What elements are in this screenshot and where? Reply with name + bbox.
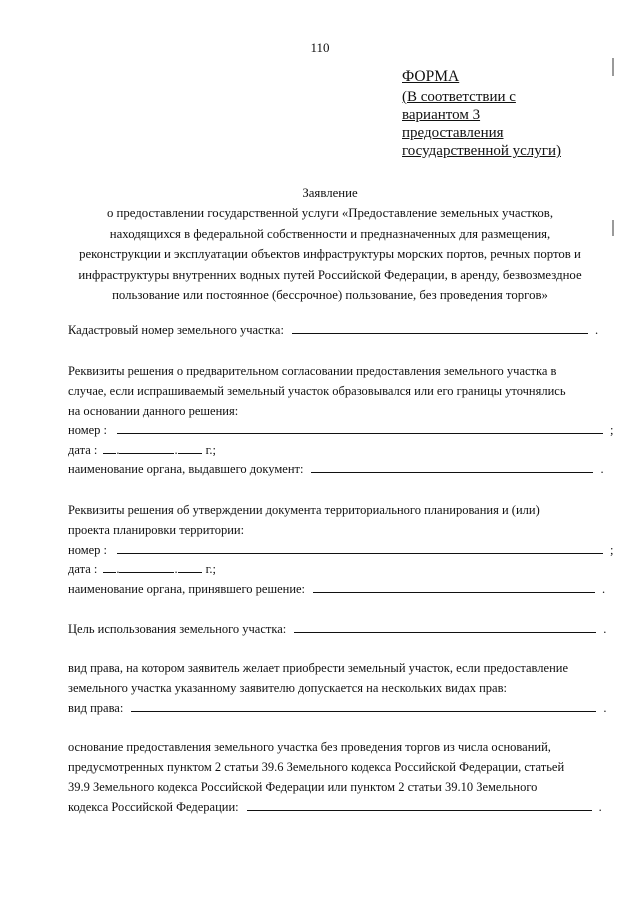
basis-row: [68, 797, 602, 817]
planning-intro: [68, 500, 540, 540]
prelim-org-field[interactable]: [311, 471, 593, 473]
basis-intro: [68, 737, 564, 797]
basis-intro-line: 39.9 Земельного кодекса Российской Федерации или пунктом 2 статьи 39.10 Земельного: [68, 780, 538, 794]
prelim-intro-line: случае, если испрашиваемый земельный участок образовывался или его границы уточнялись: [68, 384, 566, 398]
planning-date-day[interactable]: [103, 571, 116, 573]
prelim-org-row: [68, 459, 604, 479]
scan-edge-mark: [612, 220, 614, 236]
planning-date-label: дата :: [68, 562, 98, 576]
planning-org-label: наименование органа, принявшего решение:: [68, 582, 306, 596]
cadastral-field[interactable]: [292, 332, 588, 334]
prelim-intro-line: на основании данного решения:: [68, 404, 239, 418]
cadastral-row: [68, 320, 598, 340]
planning-number-field[interactable]: [117, 552, 603, 554]
planning-number-row: [68, 540, 614, 560]
prelim-date-year[interactable]: [178, 452, 202, 454]
basis-label: кодекса Российской Федерации:: [68, 800, 239, 814]
form-stamp-line: государственной услуги): [402, 143, 561, 159]
scan-edge-mark: [612, 58, 614, 76]
prelim-date-suffix: г.;: [205, 443, 216, 457]
right-type-row: [68, 698, 606, 718]
purpose-field[interactable]: [294, 631, 596, 633]
form-stamp-line: вариантом 3: [402, 107, 481, 123]
prelim-date-sep: .: [174, 443, 178, 457]
purpose-row: [68, 619, 606, 639]
prelim-number-field[interactable]: [117, 432, 603, 434]
heading-line: реконструкции и эксплуатации объектов инфраструктуры морских портов, речных портов и: [79, 247, 581, 262]
page-number: 110: [310, 40, 330, 55]
planning-org-row: [68, 579, 605, 599]
prelim-number-row: [68, 420, 614, 440]
basis-end: .: [598, 800, 602, 814]
purpose-end: .: [603, 622, 607, 636]
form-stamp: [402, 68, 561, 160]
prelim-date-row: [68, 440, 216, 460]
basis-intro-line: основание предоставления земельного участка без проведения торгов из числа оснований,: [68, 740, 551, 754]
planning-date-sep: .: [174, 562, 178, 576]
prelim-org-end: .: [600, 462, 604, 476]
prelim-org-label: наименование органа, выдавшего документ:: [68, 462, 304, 476]
prelim-date-month[interactable]: [119, 452, 174, 454]
planning-org-field[interactable]: [313, 591, 595, 593]
planning-date-year[interactable]: [178, 571, 202, 573]
cadastral-label: Кадастровый номер земельного участка:: [68, 323, 284, 337]
form-stamp-title: ФОРМА: [402, 68, 460, 85]
planning-number-end: ;: [610, 543, 614, 557]
heading-line: пользование или постоянное (бессрочное) пользование, без проведения торгов»: [112, 288, 548, 303]
planning-intro-line: Реквизиты решения об утверждении документа территориального планирования и (или): [68, 503, 540, 517]
prelim-number-end: ;: [610, 423, 614, 437]
purpose-label: Цель использования земельного участка:: [68, 622, 287, 636]
heading-line: инфраструктуры внутренних водных путей Российской Федерации, в аренду, безвозмездное: [78, 267, 582, 282]
right-type-label: вид права:: [68, 701, 124, 715]
heading-line: о предоставлении государственной услуги «Предоставление земельных участков,: [106, 206, 554, 221]
right-type-intro-line: земельного участка указанному заявителю допускается на нескольких видах прав:: [68, 681, 507, 695]
planning-intro-line: проекта планировки территории:: [68, 523, 245, 537]
planning-number-label: номер :: [68, 543, 108, 557]
prelim-number-label: номер :: [68, 423, 108, 437]
cadastral-end: .: [594, 323, 599, 337]
prelim-intro-line: Реквизиты решения о предварительном согласовании предоставления земельного участка в: [68, 364, 557, 378]
planning-date-suffix: г.;: [205, 562, 216, 576]
prelim-intro: [68, 361, 566, 421]
prelim-date-sep: .: [116, 443, 120, 457]
prelim-date-day[interactable]: [103, 452, 116, 454]
right-type-end: .: [603, 701, 607, 715]
form-stamp-line: предоставления: [402, 125, 504, 141]
heading-title: Заявление: [302, 186, 358, 200]
heading-line: находящихся в федеральной собственности и предназначенных для размещения,: [109, 226, 551, 241]
application-heading: [60, 183, 600, 305]
planning-date-month[interactable]: [119, 571, 174, 573]
right-type-intro-line: вид права, на котором заявитель желает приобрести земельный участок, если предоставление: [68, 661, 568, 675]
planning-date-row: [68, 559, 216, 579]
right-type-field[interactable]: [131, 710, 596, 712]
right-type-intro: [68, 658, 568, 698]
basis-intro-line: предусмотренных пунктом 2 статьи 39.6 Земельного кодекса Российской Федерации, статьей: [68, 760, 565, 774]
planning-date-sep: .: [116, 562, 120, 576]
basis-field[interactable]: [247, 809, 592, 811]
form-stamp-line: (В соответствии с: [402, 89, 516, 105]
planning-org-end: .: [602, 582, 606, 596]
prelim-date-label: дата :: [68, 443, 98, 457]
